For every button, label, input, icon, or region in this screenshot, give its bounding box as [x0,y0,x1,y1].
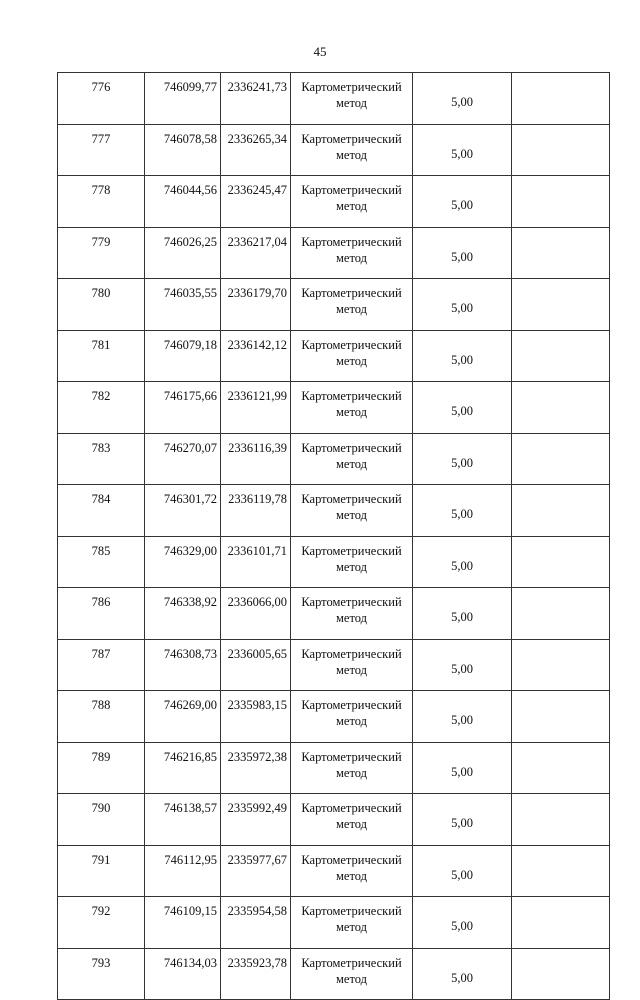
table-row [58,897,610,949]
accuracy-cell: 5,00 [413,227,512,279]
x-coordinate-cell: 746079,18 [145,330,221,382]
point-number-cell: 789 [58,742,145,794]
method-cell: Картометрический метод [291,485,413,537]
accuracy-cell: 5,00 [413,794,512,846]
note-cell [512,742,610,794]
y-coordinate-cell: 2336119,78 [221,485,291,537]
y-coordinate-cell: 2336241,73 [221,73,291,125]
table-row [58,845,610,897]
x-coordinate-cell: 746026,25 [145,227,221,279]
method-cell: Картометрический метод [291,73,413,125]
y-coordinate-cell: 2336265,34 [221,124,291,176]
note-cell [512,433,610,485]
point-number-cell: 791 [58,845,145,897]
y-coordinate-cell: 2335977,67 [221,845,291,897]
y-coordinate-cell: 2336116,39 [221,433,291,485]
table-row [58,330,610,382]
method-cell: Картометрический метод [291,536,413,588]
accuracy-cell: 5,00 [413,588,512,640]
method-cell: Картометрический метод [291,330,413,382]
method-cell: Картометрический метод [291,124,413,176]
y-coordinate-cell: 2336005,65 [221,639,291,691]
point-number-cell: 783 [58,433,145,485]
method-cell: Картометрический метод [291,639,413,691]
table-row [58,536,610,588]
note-cell [512,485,610,537]
accuracy-cell: 5,00 [413,433,512,485]
y-coordinate-cell: 2335983,15 [221,691,291,743]
x-coordinate-cell: 746112,95 [145,845,221,897]
accuracy-cell: 5,00 [413,176,512,228]
note-cell [512,588,610,640]
y-coordinate-cell: 2336179,70 [221,279,291,331]
accuracy-cell: 5,00 [413,73,512,125]
x-coordinate-cell: 746216,85 [145,742,221,794]
accuracy-cell: 5,00 [413,845,512,897]
table-row [58,73,610,125]
x-coordinate-cell: 746035,55 [145,279,221,331]
note-cell [512,176,610,228]
table-row [58,382,610,434]
method-cell: Картометрический метод [291,382,413,434]
table-row [58,948,610,1000]
accuracy-cell: 5,00 [413,639,512,691]
accuracy-cell: 5,00 [413,279,512,331]
y-coordinate-cell: 2336245,47 [221,176,291,228]
x-coordinate-cell: 746138,57 [145,794,221,846]
table-row [58,227,610,279]
method-cell: Картометрический метод [291,176,413,228]
x-coordinate-cell: 746301,72 [145,485,221,537]
point-number-cell: 788 [58,691,145,743]
note-cell [512,794,610,846]
table-row [58,433,610,485]
x-coordinate-cell: 746329,00 [145,536,221,588]
x-coordinate-cell: 746078,58 [145,124,221,176]
point-number-cell: 793 [58,948,145,1000]
x-coordinate-cell: 746308,73 [145,639,221,691]
point-number-cell: 792 [58,897,145,949]
accuracy-cell: 5,00 [413,897,512,949]
point-number-cell: 787 [58,639,145,691]
y-coordinate-cell: 2335992,49 [221,794,291,846]
y-coordinate-cell: 2336217,04 [221,227,291,279]
note-cell [512,227,610,279]
method-cell: Картометрический метод [291,742,413,794]
note-cell [512,536,610,588]
accuracy-cell: 5,00 [413,485,512,537]
accuracy-cell: 5,00 [413,948,512,1000]
point-number-cell: 790 [58,794,145,846]
x-coordinate-cell: 746099,77 [145,73,221,125]
table-row [58,639,610,691]
note-cell [512,845,610,897]
point-number-cell: 786 [58,588,145,640]
x-coordinate-cell: 746338,92 [145,588,221,640]
page-number: 45 [313,44,327,59]
method-cell: Картометрический метод [291,433,413,485]
x-coordinate-cell: 746044,56 [145,176,221,228]
method-cell: Картометрический метод [291,794,413,846]
table-row [58,124,610,176]
note-cell [512,897,610,949]
point-number-cell: 778 [58,176,145,228]
table-row [58,742,610,794]
point-number-cell: 785 [58,536,145,588]
table-row [58,176,610,228]
method-cell: Картометрический метод [291,588,413,640]
method-cell: Картометрический метод [291,845,413,897]
note-cell [512,948,610,1000]
y-coordinate-cell: 2336142,12 [221,330,291,382]
point-number-cell: 782 [58,382,145,434]
y-coordinate-cell: 2335923,78 [221,948,291,1000]
method-cell: Картометрический метод [291,279,413,331]
y-coordinate-cell: 2335954,58 [221,897,291,949]
point-number-cell: 780 [58,279,145,331]
x-coordinate-cell: 746109,15 [145,897,221,949]
accuracy-cell: 5,00 [413,382,512,434]
accuracy-cell: 5,00 [413,330,512,382]
table-row [58,794,610,846]
table-row [58,588,610,640]
point-number-cell: 779 [58,227,145,279]
note-cell [512,691,610,743]
x-coordinate-cell: 746134,03 [145,948,221,1000]
point-number-cell: 781 [58,330,145,382]
accuracy-cell: 5,00 [413,124,512,176]
point-number-cell: 784 [58,485,145,537]
y-coordinate-cell: 2336066,00 [221,588,291,640]
accuracy-cell: 5,00 [413,536,512,588]
x-coordinate-cell: 746175,66 [145,382,221,434]
point-number-cell: 776 [58,73,145,125]
method-cell: Картометрический метод [291,948,413,1000]
table-row [58,691,610,743]
method-cell: Картометрический метод [291,227,413,279]
coordinates-table [57,72,610,1000]
method-cell: Картометрический метод [291,897,413,949]
y-coordinate-cell: 2336101,71 [221,536,291,588]
x-coordinate-cell: 746269,00 [145,691,221,743]
coordinates-table-body [58,73,610,1000]
accuracy-cell: 5,00 [413,742,512,794]
method-cell: Картометрический метод [291,691,413,743]
table-row [58,485,610,537]
x-coordinate-cell: 746270,07 [145,433,221,485]
y-coordinate-cell: 2336121,99 [221,382,291,434]
note-cell [512,330,610,382]
note-cell [512,73,610,125]
accuracy-cell: 5,00 [413,691,512,743]
note-cell [512,124,610,176]
point-number-cell: 777 [58,124,145,176]
note-cell [512,382,610,434]
table-row [58,279,610,331]
note-cell [512,639,610,691]
note-cell [512,279,610,331]
y-coordinate-cell: 2335972,38 [221,742,291,794]
